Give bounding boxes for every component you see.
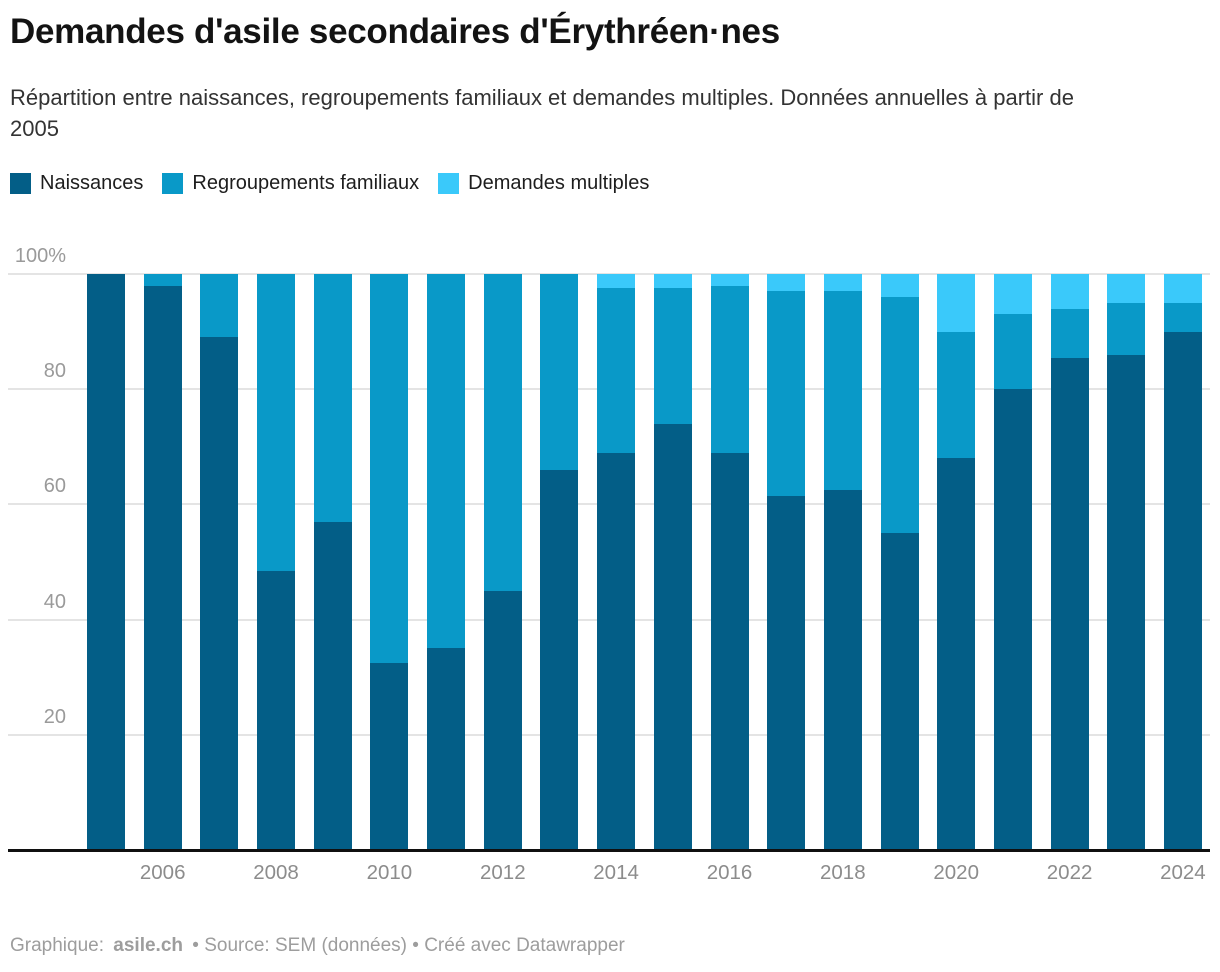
bar-segment-2013-naissances[interactable]	[540, 470, 578, 850]
x-axis-tick-label-2014: 2014	[593, 861, 639, 884]
footer-source-text: • Source: SEM (données) • Créé avec Datawrapper	[192, 935, 625, 956]
legend-item-demandes-multiples	[438, 171, 649, 195]
bar-segment-2024-demandes-multiples[interactable]	[1164, 274, 1202, 303]
bar-segment-2024-regroupements-familiaux[interactable]	[1164, 303, 1202, 332]
legend	[10, 171, 649, 195]
footer	[10, 933, 625, 958]
bar-2011	[427, 274, 465, 850]
bar-segment-2021-naissances[interactable]	[994, 389, 1032, 850]
bar-segment-2019-regroupements-familiaux[interactable]	[881, 297, 919, 533]
bar-2020	[937, 274, 975, 850]
bar-segment-2006-naissances[interactable]	[144, 286, 182, 850]
bar-segment-2020-naissances[interactable]	[937, 458, 975, 850]
bar-2024	[1164, 274, 1202, 850]
bar-2006	[144, 274, 182, 850]
bar-segment-2022-regroupements-familiaux[interactable]	[1051, 309, 1089, 358]
bar-segment-2007-naissances[interactable]	[200, 337, 238, 850]
bar-segment-2023-regroupements-familiaux[interactable]	[1107, 303, 1145, 355]
legend-label: Regroupements familiaux	[192, 172, 420, 194]
bar-segment-2011-naissances[interactable]	[427, 648, 465, 850]
bar-segment-2016-demandes-multiples[interactable]	[711, 274, 749, 286]
y-axis-tick-label: 100%	[14, 245, 66, 267]
bar-segment-2006-regroupements-familiaux[interactable]	[144, 274, 182, 286]
bar-segment-2017-regroupements-familiaux[interactable]	[767, 291, 805, 495]
x-axis-baseline	[8, 849, 1210, 852]
legend-swatch-icon	[438, 173, 459, 194]
y-axis-tick-label: 40	[43, 590, 66, 613]
y-axis-tick-label: 60	[43, 475, 66, 498]
bar-2023	[1107, 274, 1145, 850]
bar-segment-2021-demandes-multiples[interactable]	[994, 274, 1032, 314]
bar-2010	[370, 274, 408, 850]
bar-segment-2015-demandes-multiples[interactable]	[654, 274, 692, 288]
bar-segment-2020-demandes-multiples[interactable]	[937, 274, 975, 332]
bar-segment-2021-regroupements-familiaux[interactable]	[994, 314, 1032, 389]
bar-segment-2014-naissances[interactable]	[597, 453, 635, 850]
x-axis-tick-label-2010: 2010	[366, 861, 413, 884]
bar-segment-2016-naissances[interactable]	[711, 453, 749, 850]
bar-segment-2018-naissances[interactable]	[824, 490, 862, 850]
bar-segment-2017-demandes-multiples[interactable]	[767, 274, 805, 291]
bar-segment-2018-regroupements-familiaux[interactable]	[824, 291, 862, 490]
bar-2005	[87, 274, 125, 850]
bar-segment-2012-naissances[interactable]	[484, 591, 522, 850]
bar-segment-2014-demandes-multiples[interactable]	[597, 274, 635, 288]
legend-item-naissances	[10, 171, 143, 195]
legend-label: Naissances	[40, 172, 144, 194]
bar-2022	[1051, 274, 1089, 850]
bar-segment-2015-naissances[interactable]	[654, 424, 692, 850]
y-axis-tick-label: 20	[43, 705, 66, 728]
bar-segment-2008-regroupements-familiaux[interactable]	[257, 274, 295, 571]
bar-segment-2011-regroupements-familiaux[interactable]	[427, 274, 465, 648]
bar-2013	[540, 274, 578, 850]
bar-2014	[597, 274, 635, 850]
bar-2012	[484, 274, 522, 850]
bar-segment-2013-regroupements-familiaux[interactable]	[540, 274, 578, 470]
chart-title: Demandes d'asile secondaires d'Érythréen·nes	[10, 12, 780, 51]
bar-2018	[824, 274, 862, 850]
x-axis-tick-label-2022: 2022	[1046, 861, 1093, 884]
bar-2009	[314, 274, 352, 850]
bar-2015	[654, 274, 692, 850]
legend-label: Demandes multiples	[468, 172, 650, 194]
x-axis-tick-label-2006: 2006	[139, 861, 186, 884]
bar-segment-2014-regroupements-familiaux[interactable]	[597, 288, 635, 452]
bar-segment-2007-regroupements-familiaux[interactable]	[200, 274, 238, 337]
bar-2008	[257, 274, 295, 850]
bar-segment-2020-regroupements-familiaux[interactable]	[937, 332, 975, 459]
plot-area	[8, 245, 1210, 884]
bar-segment-2022-demandes-multiples[interactable]	[1051, 274, 1089, 309]
bar-segment-2012-regroupements-familiaux[interactable]	[484, 274, 522, 591]
bar-segment-2017-naissances[interactable]	[767, 496, 805, 850]
x-axis-tick-label-2024: 2024	[1160, 861, 1206, 884]
legend-swatch-icon	[162, 173, 183, 194]
chart-subtitle: Répartition entre naissances, regroupements familiaux et demandes multiples. Données annuelles à partir de 2005	[10, 85, 1074, 141]
footer-credit-label: Graphique:	[10, 935, 105, 956]
bar-segment-2010-naissances[interactable]	[370, 663, 408, 850]
bar-segment-2009-regroupements-familiaux[interactable]	[314, 274, 352, 522]
bar-2017	[767, 274, 805, 850]
bar-segment-2019-naissances[interactable]	[881, 533, 919, 850]
bar-2019	[881, 274, 919, 850]
bar-segment-2022-naissances[interactable]	[1051, 358, 1089, 850]
legend-item-regroupements-familiaux	[162, 171, 419, 195]
x-axis-tick-label-2008: 2008	[253, 861, 299, 884]
bar-segment-2010-regroupements-familiaux[interactable]	[370, 274, 408, 663]
bar-2021	[994, 274, 1032, 850]
bar-segment-2008-naissances[interactable]	[257, 571, 295, 850]
bar-segment-2023-demandes-multiples[interactable]	[1107, 274, 1145, 303]
legend-swatch-icon	[10, 173, 31, 194]
bar-segment-2016-regroupements-familiaux[interactable]	[711, 286, 749, 453]
bar-segment-2005-naissances[interactable]	[87, 274, 125, 850]
bar-segment-2009-naissances[interactable]	[314, 522, 352, 850]
bar-segment-2018-demandes-multiples[interactable]	[824, 274, 862, 291]
x-axis-tick-label-2012: 2012	[479, 861, 526, 884]
bar-2016	[711, 274, 749, 850]
footer-brand-link[interactable]: asile.ch	[113, 935, 184, 956]
bar-segment-2019-demandes-multiples[interactable]	[881, 274, 919, 297]
bar-segment-2015-regroupements-familiaux[interactable]	[654, 288, 692, 423]
x-axis-tick-label-2020: 2020	[933, 861, 979, 884]
bar-segment-2024-naissances[interactable]	[1164, 332, 1202, 850]
bar-2007	[200, 274, 238, 850]
x-axis-tick-label-2016: 2016	[706, 861, 753, 884]
bar-segment-2023-naissances[interactable]	[1107, 355, 1145, 850]
x-axis-tick-label-2018: 2018	[819, 861, 866, 884]
y-axis-tick-label: 80	[43, 360, 66, 383]
